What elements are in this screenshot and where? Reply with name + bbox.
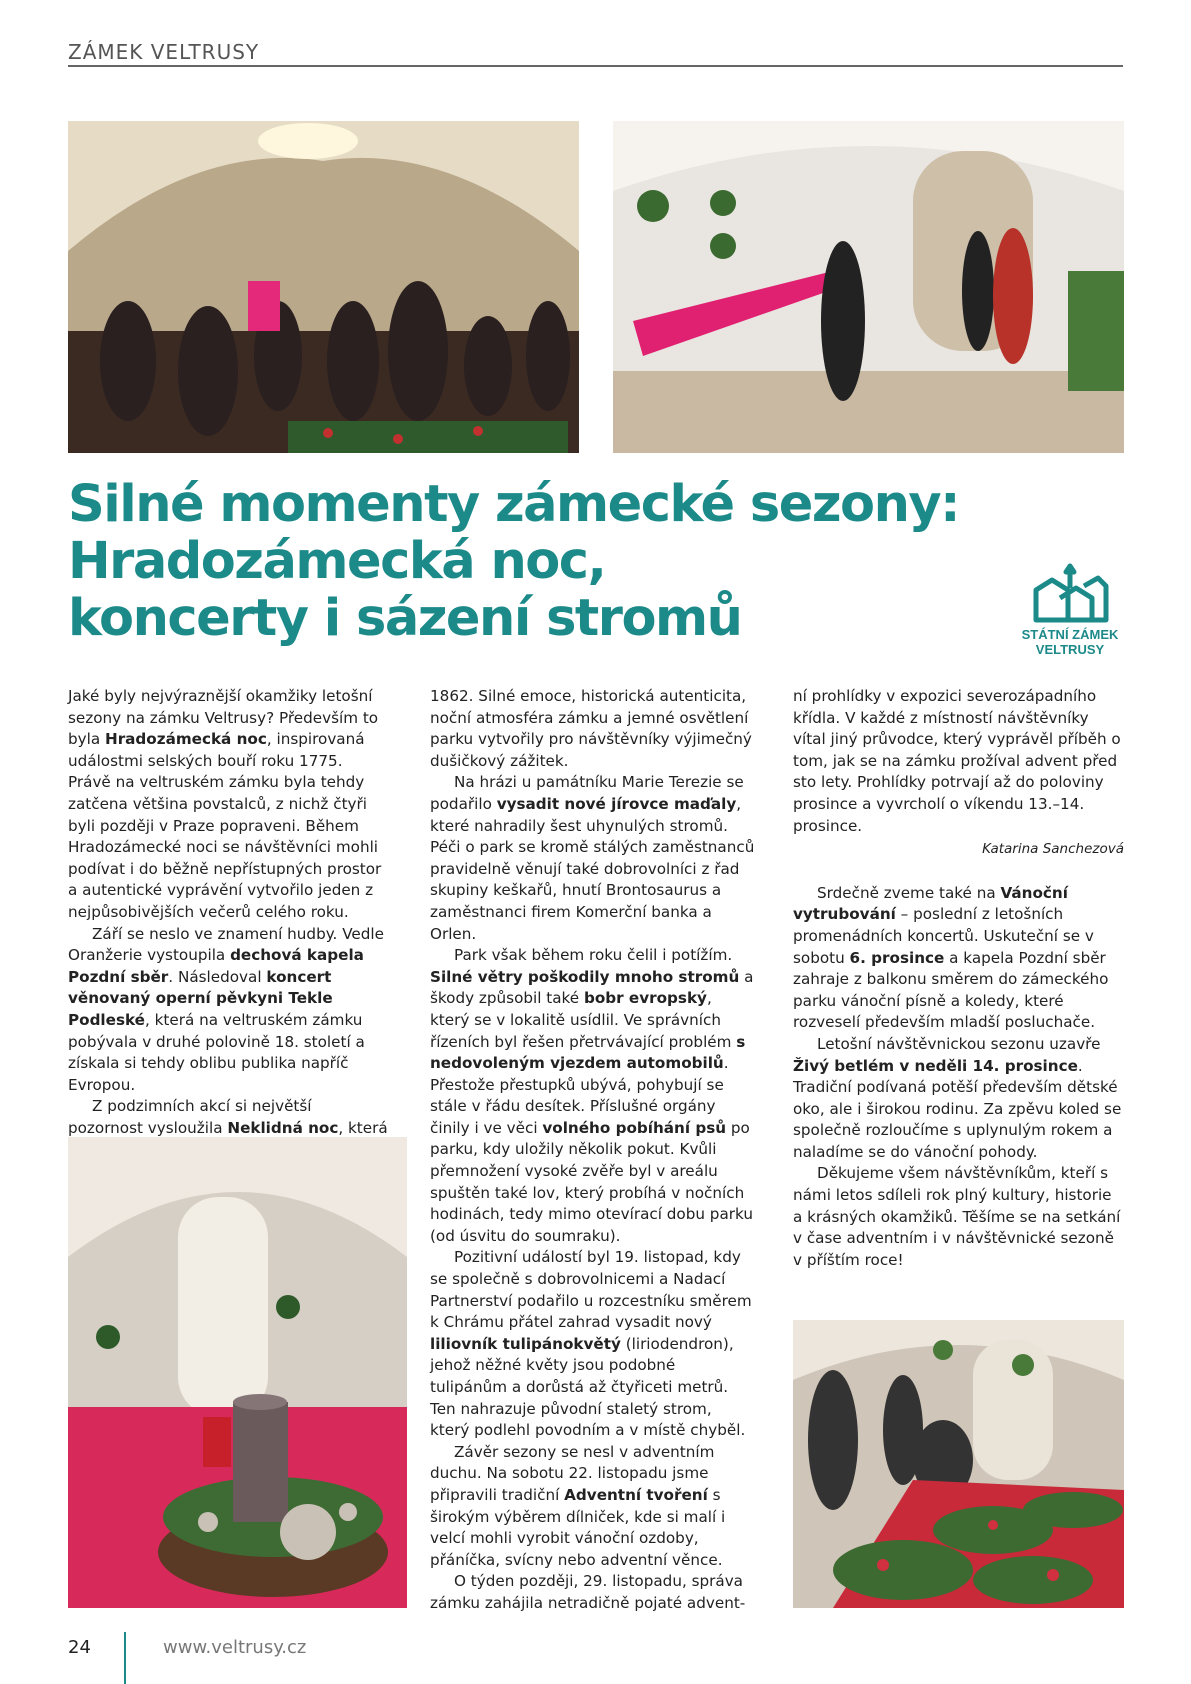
logo-text-line-2: VELTRUSY: [1035, 642, 1105, 657]
article-column-2: [430, 686, 755, 1615]
photo-christmas-market-crowd: [68, 121, 579, 453]
header-rule: [68, 65, 1123, 67]
paragraph: Park však během roku čelil i potížím. Silné větry poškodily mnoho stromů a škody způsobil také bobr evropský, který se v lokalitě usídlil. Ve správních řízeních byl řešen přetrvávající problém s nedovoleným vjezdem automobilů. Přestože přestupků ubývá, pohybují se stále v řádu desítek. Příslušné orgány činily i ve věci volného pobíhání psů po parku, kdy uložily několik pokut. Kvůli přemnožení vysoké zvěře byl v areálu spuštěn také lov, který probíhá v nočních hodinách, tedy mimo otevírací dobu parku (od úsvitu do soumraku).: [430, 946, 754, 1245]
paragraph: Jaké byly nejvýraznější okamžiky letošní sezony na zámku Veltrusy? Především to byla Hradozámecká noc, inspirovaná událostmi selských bouří roku 1775. Právě na veltruském zámku byla tehdy zatčena většina povstalců, z nichž čtyři byli později v Praze popraveni. Během Hradozámecké noci se návštěvníci mohli podívat i do běžně nepřístupných prostor a autentické vyprávění vytvořilo jeden z nejpůsobivějších večerů celého roku.: [68, 687, 382, 921]
article-headline: [68, 476, 1028, 647]
logo-text-line-1: STÁTNÍ ZÁMEK: [1021, 627, 1119, 642]
article-column-1: [68, 686, 388, 1183]
author-signature: Katarina Sanchezová: [982, 841, 1124, 858]
paragraph: Na hrázi u památníku Marie Terezie se podařilo vysadit nové jírovce maďaly, které nahradily šest uhynulých stromů. Péči o park se kromě stálých zaměstnanců pravidelně věnují také dobrovolníci z řad skupiny keškařů, hnutí Brontosaurus a zaměstnanci firem Komerční banka a Orlen.: [430, 773, 755, 943]
paragraph: 1862. Silné emoce, historická autenticita, noční atmosféra zámku a jemné osvětlení parku vytvořily pro návštěvníky výjimečný dušičkový zážitek.: [430, 687, 752, 770]
footer-divider: [124, 1632, 126, 1684]
photo-advent-wreath-candles: [68, 1137, 407, 1608]
paragraph: Září se neslo ve znamení hudby. Vedle Oranžerie vystoupila dechová kapela Pozdní sběr. Následoval koncert věnovaný operní pěvkyni Tekle Podleské, která na veltruském zámku pobývala v druhé polovině 18. století a získala si tehdy oblibu publika napříč Evropou.: [68, 924, 384, 1094]
photo-hallway-wreath-tables: [613, 121, 1124, 453]
headline-line-3: koncerty i sázení stromů: [68, 589, 742, 648]
headline-line-2: Hradozámecká noc,: [68, 532, 606, 591]
paragraph: Letošní návštěvnickou sezonu uzavře Živý betlém v neděli 14. prosince. Tradiční podívaná potěší především dětské oko, ale i širokou rodinu. Za zpěvu koled se společně rozloučíme s uplynulým rokem a naladíme se do vánoční pohody.: [793, 1034, 1122, 1161]
footer-url[interactable]: www.veltrusy.cz: [163, 1637, 307, 1658]
paragraph: Závěr sezony se nesl v adventním duchu. Na sobotu 22. listopadu jsme připravili tradiční Adventní tvoření s širokým výběrem dílniček, kde si malí i velcí mohli vyrobit vánoční ozdoby, přáníčka, svícny nebo adventní věnce.: [430, 1442, 726, 1569]
headline-line-1: Silné momenty zámecké sezony:: [68, 475, 960, 534]
photo-wreath-sale-table: [793, 1320, 1124, 1608]
castle-icon: [1030, 560, 1110, 624]
paragraph: Děkujeme všem návštěvníkům, kteří s námi letos sdíleli rok plný kultury, historie a krásných okamžiků. Těšíme se na setkání v čase adventním i v návštěvnické sezoně v příštím roce!: [793, 1164, 1121, 1269]
article-column-3: [793, 686, 1124, 1271]
paragraph: Srdečně zveme také na Vánoční vytrubování – poslední z letošních promenádních koncertů. Uskuteční se v sobotu 6. prosince a kapela Pozdní sběr zahraje z balkonu směrem do zámeckého parku vánoční písně a koledy, které rozveselí především mladší posluchače.: [793, 883, 1109, 1032]
paragraph: O týden později, 29. listopadu, správa zámku zahájila netradičně pojaté advent-: [430, 1572, 746, 1612]
running-header: ZÁMEK VELTRUSY: [68, 40, 260, 64]
logo-statni-zamek-veltrusy: [1010, 560, 1130, 670]
paragraph: ní prohlídky v expozici severozápadního křídla. V každé z místností návštěvníky vítal jiný průvodce, který vyprávěl příběh o tom, jak se na zámku prožíval advent před sto lety. Prohlídky potrvají až do poloviny prosince a vyvrcholí o víkendu 13.–14. prosince.: [793, 687, 1121, 835]
paragraph: Z podzimních akcí si největší pozornost vysloužila Neklidná noc, která: [68, 1097, 388, 1137]
page-number: 24: [68, 1637, 91, 1658]
paragraph: Pozitivní událostí byl 19. listopad, kdy se společně s dobrovolnicemi a Nadací Partnerství podařilo u rozcestníku směrem k Chrámu přátel zahrad vysadit nový liliovník tulipánokvětý (liriodendron), jehož něžné květy jsou podobné tulipánům a dorůstá až čtyřiceti metrů. Ten nahrazuje původní staletý strom, který podlehl povodním a v místě chyběl.: [430, 1248, 752, 1440]
